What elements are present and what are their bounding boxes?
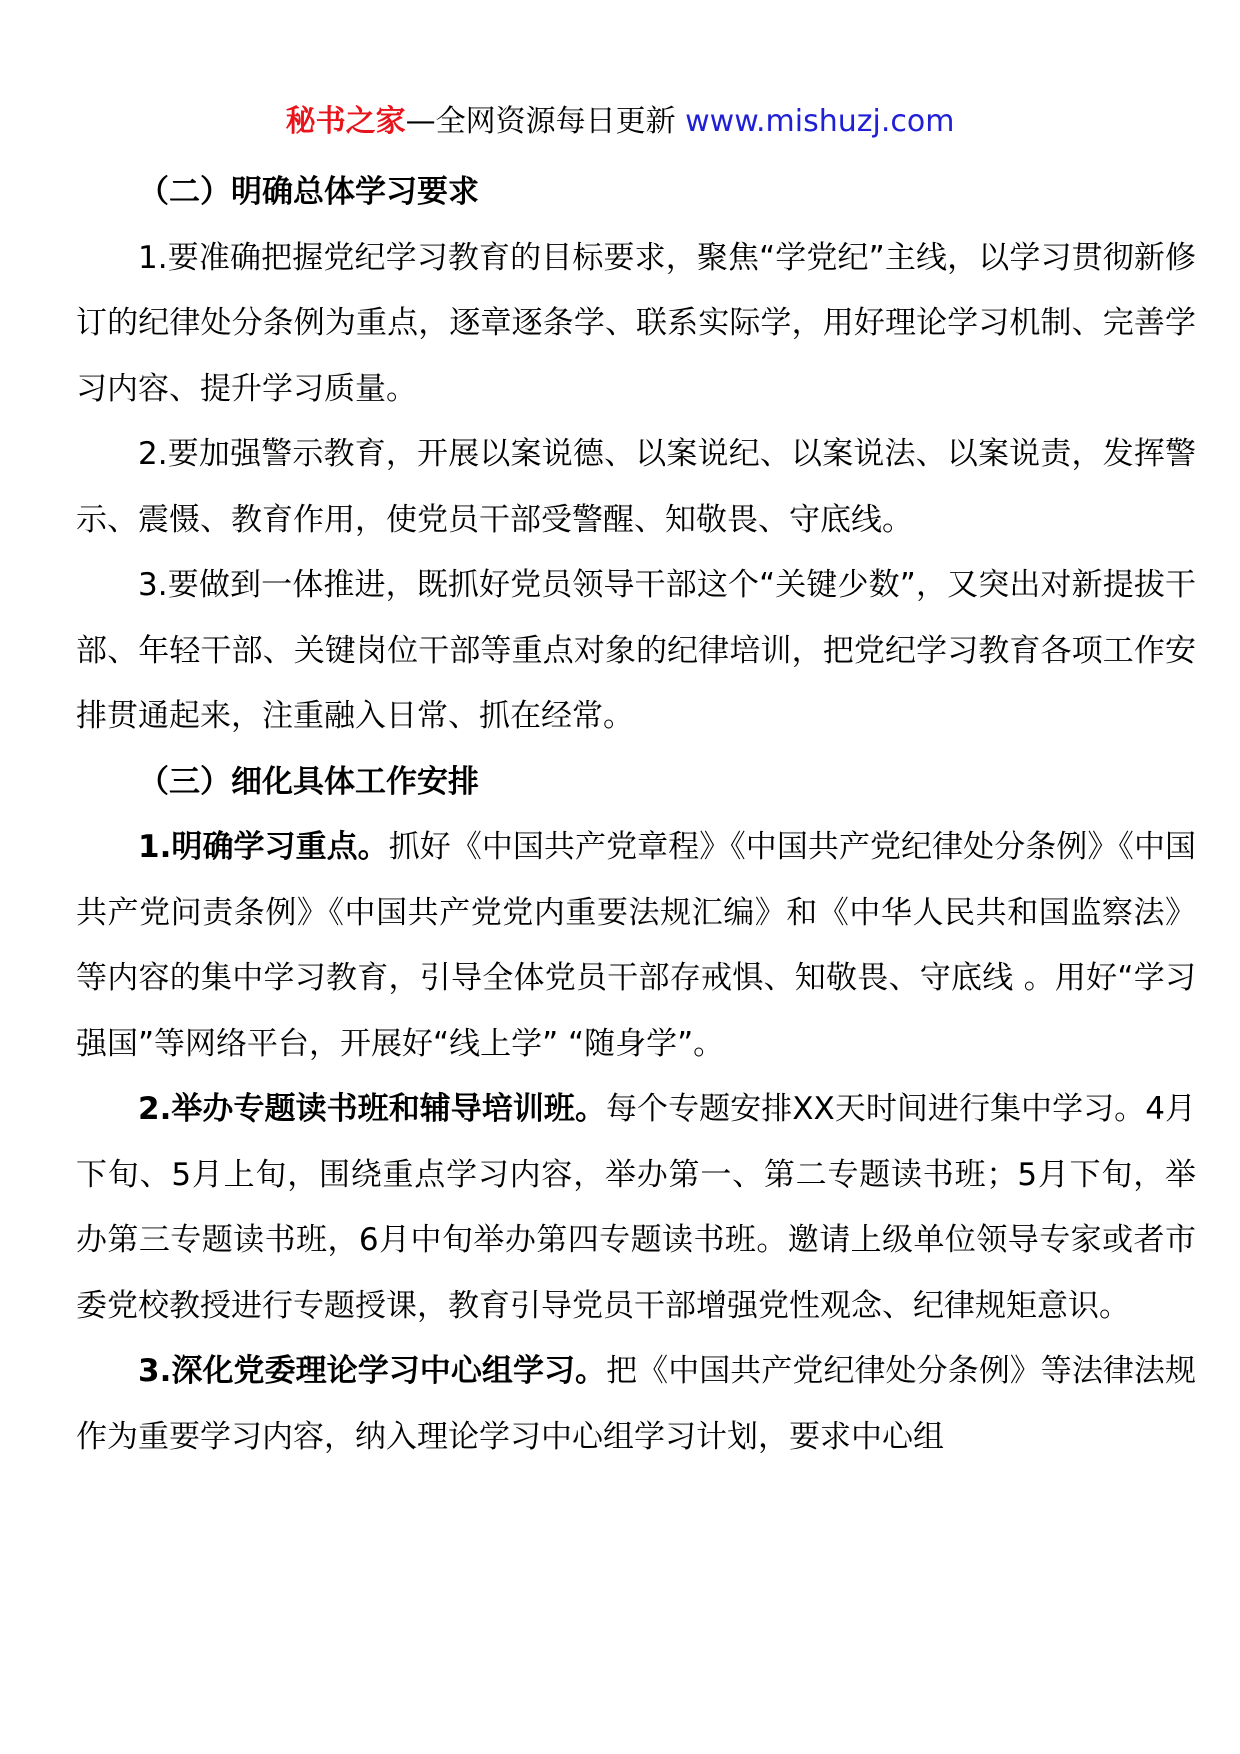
item-title-3-1: 1.明确学习重点。	[138, 829, 389, 865]
section-heading-2: （二）明确总体学习要求	[138, 174, 479, 210]
item-body-3-3: 把《中国共产党纪律处分条例》等法律法规作为重要学习内容，纳入理论学习中心组学习计划，要求中心组	[76, 1353, 1196, 1455]
banner-brand: 秘书之家	[285, 104, 406, 139]
item-body-3-1: 抓好《中国共产党章程》《中国共产党纪律处分条例》《中国共产党问责条例》《中国共产党党内重要法规汇编》和《中华人民共和国监察法》等内容的集中学习教育，引导全体党员干部存戒惧、知敬畏、守底线 。用好“学习强国”等网络平台，开展好“线上学” “随身学”。	[76, 829, 1196, 1062]
banner-tagline: —全网资源每日更新	[405, 104, 676, 139]
item-body-3-2: 每个专题安排XX天时间进行集中学习。4月下旬、5月上旬，围绕重点学习内容，举办第一、第二专题读书班；5月下旬，举办第三专题读书班，6月中旬举办第四专题读书班。邀请上级单位领导专家或者市委党校教授进行专题授课，教育引导党员干部增强党性观念、纪律规矩意识。	[76, 1091, 1196, 1324]
paragraph-2-1: 1.要准确把握党纪学习教育的目标要求，聚焦“学党纪”主线，以学习贯彻新修订的纪律处分条例为重点，逐章逐条学、联系实际学，用好理论学习机制、完善学习内容、提升学习质量。	[76, 239, 1196, 407]
section-heading-3: （三）细化具体工作安排	[138, 763, 479, 800]
paragraph-3-2	[76, 1077, 1196, 1339]
paragraph-3-1	[76, 815, 1196, 1077]
banner-url-link[interactable]: www.mishuzj.com	[685, 104, 955, 139]
site-banner	[0, 100, 1240, 144]
item-title-3-2: 2.举办专题读书班和辅导培训班。	[138, 1091, 606, 1127]
paragraph-2-3: 3.要做到一体推进，既抓好党员领导干部这个“关键少数”，又突出对新提拔干部、年轻干部、关键岗位干部等重点对象的纪律培训，把党纪学习教育各项工作安排贯通起来，注重融入日常、抓在经常。	[76, 567, 1196, 734]
paragraph-3-3	[76, 1339, 1196, 1470]
document-body	[76, 160, 1196, 1470]
item-title-3-3: 3.深化党委理论学习中心组学习。	[138, 1353, 607, 1389]
paragraph-2-2: 2.要加强警示教育，开展以案说德、以案说纪、以案说法、以案说责，发挥警示、震慑、教育作用，使党员干部受警醒、知敬畏、守底线。	[76, 436, 1196, 538]
